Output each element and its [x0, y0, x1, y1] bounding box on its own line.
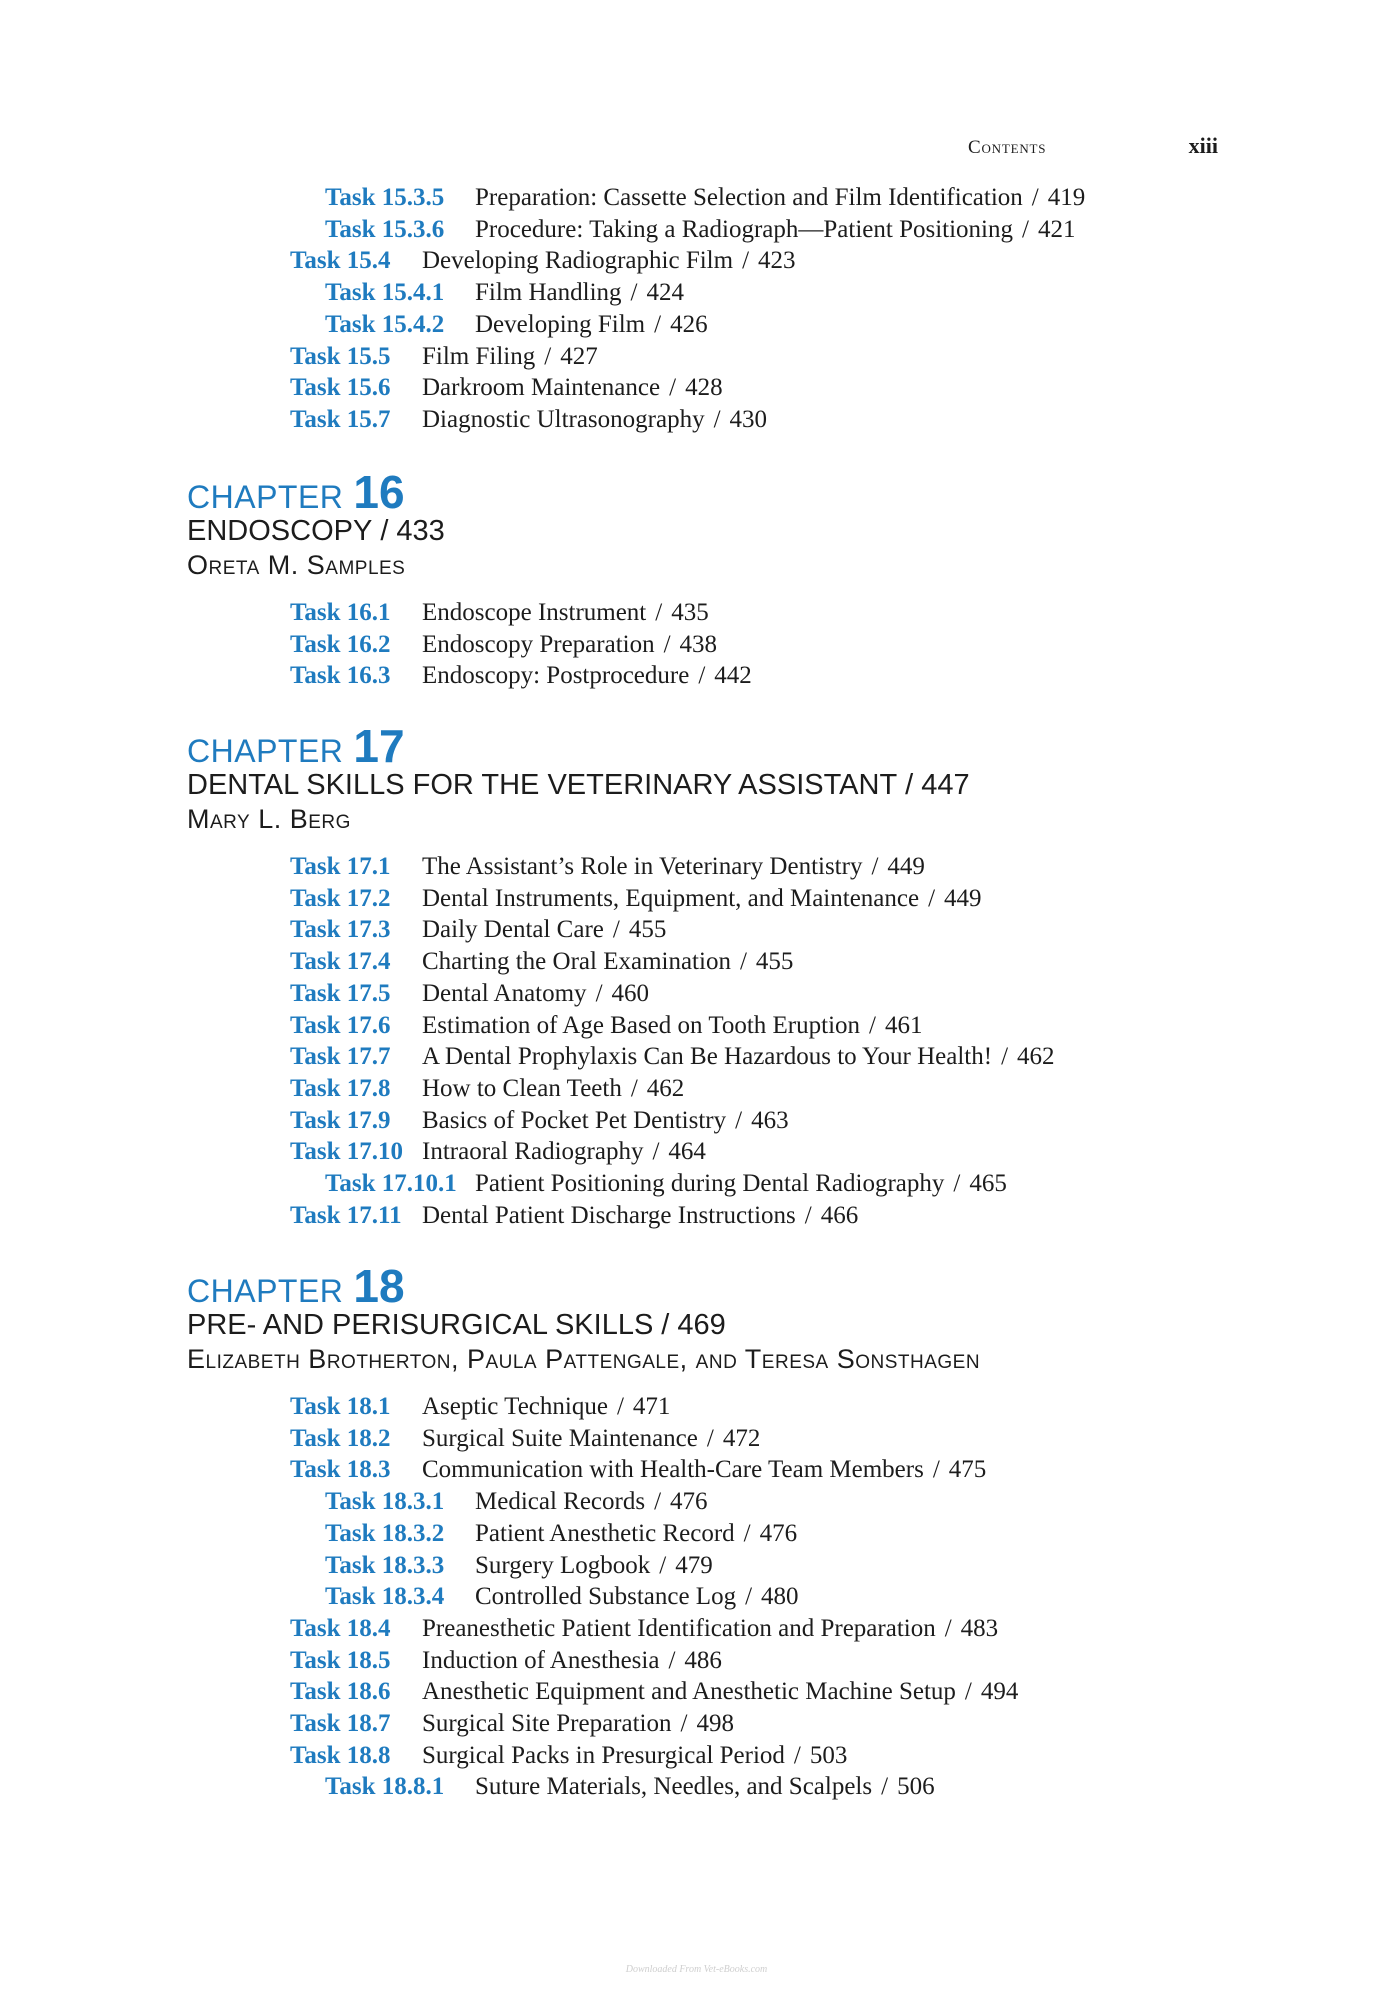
- running-head-section: Contents: [968, 137, 1047, 158]
- chapter-title-text: ENDOSCOPY: [187, 515, 373, 547]
- toc-task-entry[interactable]: [325, 1518, 797, 1550]
- task-title: Patient Anesthetic Record: [475, 1519, 735, 1547]
- separator-slash: /: [1022, 215, 1029, 243]
- chapter-label: CHAPTER: [187, 1273, 344, 1309]
- task-number: Task 16.3: [290, 662, 391, 690]
- task-title: Surgical Suite Maintenance: [422, 1424, 698, 1452]
- toc-task-entry[interactable]: [290, 404, 767, 436]
- toc-task-entry[interactable]: [290, 946, 793, 978]
- toc-task-entry[interactable]: [325, 1486, 708, 1518]
- task-number: Task 17.1: [290, 853, 391, 880]
- toc-task-entry[interactable]: [290, 372, 723, 404]
- task-title: Dental Anatomy: [422, 979, 587, 1007]
- task-number: Task 18.8.1: [325, 1773, 445, 1801]
- task-title: Estimation of Age Based on Tooth Eruption: [422, 1011, 861, 1039]
- task-number: Task 18.2: [290, 1424, 391, 1452]
- task-title: Developing Radiographic Film: [422, 247, 734, 275]
- task-number: Task 18.3: [290, 1456, 391, 1484]
- task-page-number: 421: [1037, 215, 1076, 243]
- task-title: Diagnostic Ultrasonography: [422, 405, 705, 433]
- separator-slash: /: [655, 599, 663, 626]
- separator-slash: /: [595, 979, 603, 1007]
- task-number: Task 17.6: [290, 1011, 391, 1039]
- page-number: xiii: [1188, 133, 1218, 158]
- separator-slash: /: [905, 769, 914, 801]
- separator-slash: /: [881, 1773, 889, 1801]
- task-page-number: 460: [611, 979, 650, 1007]
- task-title: Dental Instruments, Equipment, and Maintenance: [422, 884, 920, 912]
- separator-slash: /: [713, 405, 721, 433]
- task-page-number: 435: [671, 599, 709, 626]
- task-page-number: 462: [646, 1074, 685, 1102]
- chapter-authors: Oreta M. Samples: [187, 550, 406, 580]
- separator-slash: /: [742, 247, 750, 275]
- toc-task-entry[interactable]: [325, 1168, 1007, 1200]
- task-title: Film Filing: [422, 342, 536, 370]
- separator-slash: /: [739, 948, 747, 976]
- task-number: Task 18.3.3: [325, 1551, 445, 1579]
- task-title: Endoscopy: Postprocedure: [422, 662, 690, 690]
- task-page-number: 471: [632, 1393, 671, 1420]
- toc-task-entry[interactable]: [290, 883, 982, 915]
- separator-slash: /: [616, 1393, 624, 1420]
- task-page-number: 449: [944, 884, 982, 912]
- task-number: Task 15.3.6: [325, 215, 445, 243]
- task-page-number: 462: [1017, 1043, 1055, 1071]
- separator-slash: /: [743, 1519, 751, 1547]
- task-number: Task 17.10.1: [325, 1170, 457, 1197]
- task-number: Task 18.6: [290, 1678, 391, 1706]
- chapter-number: 16: [353, 466, 405, 518]
- task-title: Suture Materials, Needles, and Scalpels: [475, 1773, 873, 1801]
- task-title: Procedure: Taking a Radiograph—Patient Positioning: [475, 215, 1013, 243]
- task-title: Surgery Logbook: [475, 1551, 651, 1579]
- separator-slash: /: [745, 1583, 753, 1611]
- task-page-number: 479: [675, 1551, 713, 1579]
- task-title: Controlled Substance Log: [475, 1583, 737, 1611]
- separator-slash: /: [630, 279, 638, 307]
- task-number: Task 18.5: [290, 1646, 391, 1674]
- toc-task-entry[interactable]: [290, 1708, 734, 1740]
- task-number: Task 15.7: [290, 405, 391, 433]
- separator-slash: /: [380, 515, 389, 547]
- toc-task-entry[interactable]: [290, 1136, 706, 1168]
- separator-slash: /: [706, 1424, 714, 1452]
- chapter-number: 18: [353, 1260, 405, 1312]
- chapter-authors: Elizabeth Brotherton, Paula Pattengale, and Teresa Sonsthagen: [187, 1344, 981, 1374]
- separator-slash: /: [964, 1678, 972, 1706]
- chapter-heading: [187, 1259, 405, 1312]
- chapter-number: 17: [353, 720, 405, 772]
- task-title: A Dental Prophylaxis Can Be Hazardous to Your Health!: [422, 1043, 993, 1071]
- chapter-title[interactable]: [187, 767, 970, 803]
- task-title: Medical Records: [475, 1488, 646, 1516]
- toc-task-entry[interactable]: [325, 1581, 799, 1613]
- task-page-number: 428: [685, 374, 723, 402]
- task-title: Induction of Anesthesia: [422, 1646, 660, 1674]
- task-number: Task 17.10: [290, 1138, 404, 1166]
- toc-task-entry[interactable]: [325, 1771, 935, 1803]
- task-page-number: 442: [714, 662, 752, 690]
- chapter-page-number: 469: [677, 1309, 726, 1341]
- task-number: Task 18.3.1: [325, 1488, 445, 1516]
- toc-task-entry[interactable]: [290, 660, 752, 692]
- task-page-number: 455: [628, 916, 667, 944]
- toc-task-entry[interactable]: [290, 851, 925, 883]
- separator-slash: /: [735, 1106, 743, 1134]
- toc-task-entry[interactable]: [290, 341, 598, 373]
- toc-task-entry[interactable]: [290, 1423, 760, 1455]
- chapter-authors: Mary L. Berg: [187, 804, 351, 834]
- task-page-number: 455: [755, 948, 794, 976]
- task-title: Endoscope Instrument: [422, 599, 647, 626]
- toc-task-entry[interactable]: [325, 277, 684, 309]
- toc-task-entry[interactable]: [290, 1613, 998, 1645]
- separator-slash: /: [654, 1488, 662, 1516]
- separator-slash: /: [928, 884, 936, 912]
- toc-task-entry[interactable]: [290, 1676, 1018, 1708]
- task-number: Task 18.7: [290, 1710, 391, 1737]
- task-number: Task 15.4.2: [325, 310, 445, 338]
- task-page-number: 461: [884, 1011, 923, 1039]
- task-page-number: 472: [722, 1424, 761, 1452]
- toc-task-entry[interactable]: [290, 978, 649, 1010]
- task-page-number: 426: [670, 310, 708, 338]
- chapter-label: CHAPTER: [187, 479, 344, 515]
- running-head: [968, 133, 1218, 163]
- separator-slash: /: [871, 853, 879, 880]
- toc-task-entry[interactable]: [325, 182, 1085, 214]
- task-page-number: 419: [1047, 184, 1086, 211]
- task-title: Preparation: Cassette Selection and Film Identification: [475, 184, 1023, 211]
- toc-task-entry[interactable]: [290, 597, 709, 629]
- task-number: Task 18.4: [290, 1614, 391, 1642]
- separator-slash: /: [544, 342, 552, 370]
- task-title: Anesthetic Equipment and Anesthetic Machine Setup: [422, 1678, 956, 1706]
- chapter-page-number: 433: [396, 515, 445, 547]
- separator-slash: /: [668, 1646, 676, 1674]
- separator-slash: /: [661, 1309, 670, 1341]
- task-number: Task 17.7: [290, 1043, 391, 1071]
- task-number: Task 15.4.1: [325, 279, 445, 307]
- task-page-number: 476: [670, 1488, 708, 1516]
- separator-slash: /: [652, 1138, 660, 1166]
- chapter-label: CHAPTER: [187, 733, 344, 769]
- separator-slash: /: [793, 1741, 801, 1769]
- task-number: Task 17.8: [290, 1074, 391, 1102]
- task-title: Charting the Oral Examination: [422, 948, 731, 976]
- toc-task-entry[interactable]: [290, 914, 666, 946]
- task-number: Task 17.5: [290, 979, 391, 1007]
- task-page-number: 494: [980, 1678, 1019, 1706]
- separator-slash: /: [669, 374, 677, 402]
- task-title: Surgical Site Preparation: [422, 1710, 672, 1737]
- separator-slash: /: [680, 1710, 688, 1737]
- separator-slash: /: [932, 1456, 940, 1484]
- task-page-number: 506: [897, 1773, 935, 1801]
- task-number: Task 15.4: [290, 247, 391, 275]
- toc-task-entry[interactable]: [290, 1041, 1055, 1073]
- task-number: Task 16.1: [290, 599, 391, 626]
- task-page-number: 438: [679, 630, 718, 658]
- toc-task-entry[interactable]: [290, 629, 717, 661]
- task-page-number: 475: [948, 1456, 987, 1484]
- task-page-number: 449: [887, 853, 925, 880]
- task-title: Patient Positioning during Dental Radiography: [475, 1170, 945, 1197]
- separator-slash: /: [944, 1614, 952, 1642]
- task-page-number: 423: [758, 247, 796, 275]
- task-page-number: 463: [751, 1106, 789, 1134]
- toc-task-entry[interactable]: [290, 1200, 858, 1232]
- task-page-number: 483: [960, 1614, 999, 1642]
- task-page-number: 503: [809, 1741, 848, 1769]
- separator-slash: /: [953, 1170, 961, 1197]
- task-number: Task 17.9: [290, 1106, 391, 1134]
- task-number: Task 17.4: [290, 948, 391, 976]
- separator-slash: /: [1031, 184, 1039, 211]
- task-page-number: 476: [759, 1519, 798, 1547]
- chapter-title-text: PRE- AND PERISURGICAL SKILLS: [187, 1309, 654, 1341]
- separator-slash: /: [804, 1201, 812, 1229]
- toc-task-entry[interactable]: [290, 245, 796, 277]
- task-number: Task 18.8: [290, 1741, 391, 1769]
- task-page-number: 465: [969, 1170, 1007, 1197]
- toc-task-entry[interactable]: [325, 309, 708, 341]
- task-title: Aseptic Technique: [422, 1393, 608, 1420]
- toc-task-entry[interactable]: [290, 1105, 789, 1137]
- task-title: Darkroom Maintenance: [422, 374, 661, 402]
- toc-task-entry[interactable]: [290, 1454, 986, 1486]
- toc-task-entry[interactable]: [290, 1073, 684, 1105]
- task-title: The Assistant’s Role in Veterinary Dentistry: [422, 853, 863, 880]
- task-number: Task 15.5: [290, 342, 391, 370]
- task-number: Task 17.3: [290, 916, 391, 944]
- separator-slash: /: [663, 630, 671, 658]
- task-title: Communication with Health-Care Team Members: [422, 1456, 924, 1484]
- task-page-number: 466: [820, 1201, 859, 1229]
- task-number: Task 18.3.4: [325, 1583, 445, 1611]
- task-page-number: 424: [646, 279, 684, 307]
- separator-slash: /: [1001, 1043, 1009, 1071]
- toc-task-entry[interactable]: [290, 1740, 847, 1772]
- chapter-heading: [187, 719, 405, 772]
- task-title: Endoscopy Preparation: [422, 630, 655, 658]
- toc-task-entry[interactable]: [325, 214, 1075, 246]
- toc-task-entry[interactable]: [290, 1391, 670, 1423]
- task-number: Task 15.6: [290, 374, 391, 402]
- task-title: Preanesthetic Patient Identification and Preparation: [422, 1614, 936, 1642]
- toc-task-entry[interactable]: [290, 1010, 922, 1042]
- task-title: Daily Dental Care: [422, 916, 604, 944]
- task-page-number: 498: [696, 1710, 734, 1737]
- task-title: How to Clean Teeth: [422, 1074, 622, 1102]
- toc-task-entry[interactable]: [290, 1645, 722, 1677]
- task-title: Intraoral Radiography: [422, 1138, 644, 1166]
- separator-slash: /: [630, 1074, 638, 1102]
- task-number: Task 18.3.2: [325, 1519, 445, 1547]
- task-title: Developing Film: [475, 310, 646, 338]
- task-title: Dental Patient Discharge Instructions: [422, 1201, 796, 1229]
- task-number: Task 17.2: [290, 884, 391, 912]
- toc-task-entry[interactable]: [325, 1550, 713, 1582]
- task-number: Task 17.11: [290, 1201, 402, 1229]
- task-title: Surgical Packs in Presurgical Period: [422, 1741, 785, 1769]
- chapter-heading: [187, 465, 405, 518]
- chapter-title[interactable]: [187, 1307, 726, 1343]
- task-number: Task 16.2: [290, 630, 391, 658]
- task-title: Basics of Pocket Pet Dentistry: [422, 1106, 727, 1134]
- task-number: Task 15.3.5: [325, 184, 445, 211]
- task-title: Film Handling: [475, 279, 622, 307]
- task-page-number: 427: [560, 342, 598, 370]
- task-page-number: 480: [761, 1583, 799, 1611]
- separator-slash: /: [654, 310, 662, 338]
- download-watermark: Downloaded From Vet-eBooks.com: [625, 1964, 768, 1975]
- chapter-title[interactable]: [187, 513, 445, 549]
- task-page-number: 464: [668, 1138, 706, 1166]
- task-page-number: 486: [684, 1646, 722, 1674]
- separator-slash: /: [612, 916, 620, 944]
- chapter-page-number: 447: [921, 769, 970, 801]
- separator-slash: /: [869, 1011, 876, 1039]
- task-number: Task 18.1: [290, 1393, 391, 1420]
- task-page-number: 430: [729, 405, 768, 433]
- separator-slash: /: [659, 1551, 667, 1579]
- separator-slash: /: [698, 662, 706, 690]
- chapter-title-text: DENTAL SKILLS FOR THE VETERINARY ASSISTANT: [187, 769, 898, 801]
